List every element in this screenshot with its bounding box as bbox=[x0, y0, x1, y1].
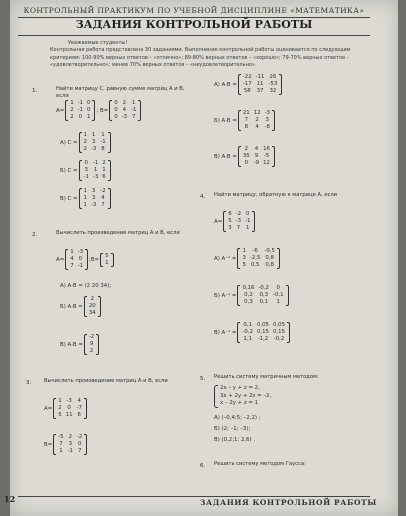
matrix-cell: 26 bbox=[269, 74, 277, 80]
matrix-cell: 1 bbox=[83, 132, 87, 138]
matrix-cell: 0 bbox=[244, 160, 248, 166]
matrix-cell: 0 bbox=[276, 285, 280, 291]
q4-given: A= 6 -2 0 5 -3 -1 3 7 1 bbox=[214, 211, 256, 232]
matrix-cell: 1 bbox=[83, 188, 87, 194]
matrix-cell: 0 bbox=[84, 160, 88, 166]
matrix-cell: 2 bbox=[70, 107, 74, 113]
matrix-cell: -1 bbox=[77, 263, 84, 269]
q2-text: Вычислить произведение матриц A и B, если bbox=[56, 230, 180, 236]
matrix-cell: 4 bbox=[254, 146, 259, 152]
matrix-cell: 0 bbox=[87, 100, 91, 106]
q1-text: Найти матрицу C, равную сумме матриц A и B, если bbox=[56, 86, 185, 99]
q4-text: Найти матрицу, обратную к матрице A, если bbox=[214, 192, 338, 198]
q1-number: 1. bbox=[32, 88, 38, 94]
matrix-cell: 3 bbox=[84, 167, 88, 173]
matrix-cell: -1 bbox=[77, 100, 84, 106]
matrix-cell: 2 bbox=[122, 100, 127, 106]
running-footer: ЗАДАНИЯ КОНТРОЛЬНОЙ РАБОТЫ bbox=[200, 498, 377, 507]
matrix-cell: 1 bbox=[132, 100, 136, 106]
matrix-cell: 8 bbox=[244, 124, 248, 130]
matrix-cell: 1 bbox=[246, 225, 250, 231]
q2-option-b: Б) A·B = 2 20 34 bbox=[60, 296, 102, 317]
q2-option-c: В) A·B = -2 9 2 bbox=[60, 334, 100, 355]
matrix-cell: 11 bbox=[65, 412, 73, 418]
q3-text: Вычислить произведение матриц A и B, если bbox=[44, 378, 168, 384]
matrix-cell: 0 bbox=[67, 405, 71, 411]
matrix-cell: -0,2 bbox=[273, 336, 285, 342]
q2-matrix-b bbox=[100, 253, 113, 267]
page-title: ЗАДАНИЯ КОНТРОЛЬНОЙ РАБОТЫ bbox=[18, 18, 370, 36]
matrix-cell: 6 bbox=[228, 211, 232, 217]
matrix-cell: 4 bbox=[101, 195, 105, 201]
matrix-cell: 2 bbox=[90, 296, 94, 302]
matrix-cell: -0,5 bbox=[264, 248, 275, 254]
matrix-cell: 7 bbox=[236, 225, 241, 231]
q2-number: 2. bbox=[32, 232, 38, 238]
q1-option-c: В) C = 1 3 -2 1 3 4 1 -3 7 bbox=[60, 188, 112, 209]
matrix-cell: 34 bbox=[88, 310, 96, 316]
matrix-cell: 6 bbox=[102, 174, 106, 180]
matrix-cell: 3 bbox=[265, 117, 269, 123]
matrix-cell: 0,16 bbox=[242, 285, 255, 291]
q3-option-b: Б) A·B = 21 12 -3 7 2 3 8 4 -8 bbox=[214, 110, 276, 131]
matrix-cell: -1 bbox=[100, 139, 106, 145]
matrix-cell: 1 bbox=[91, 132, 96, 138]
matrix-cell: 2 bbox=[255, 117, 259, 123]
matrix-cell: -2 bbox=[100, 188, 106, 194]
matrix-cell: 1 bbox=[102, 167, 106, 173]
matrix-cell: -5 bbox=[58, 434, 64, 440]
matrix-cell: -17 bbox=[242, 81, 252, 87]
matrix-cell: -3 bbox=[264, 110, 270, 116]
matrix-cell: 4 bbox=[122, 107, 127, 113]
matrix-cell: -2 bbox=[76, 434, 83, 440]
q4-option-a: А) A⁻¹ = 1 -6 -0,5 3 -2,5 0,8 5 0,5 0,8 bbox=[214, 248, 281, 269]
matrix-cell: 1 bbox=[83, 195, 87, 201]
matrix-cell: 0,05 bbox=[256, 322, 269, 328]
matrix-cell: 7 bbox=[59, 441, 63, 447]
matrix-cell: -11 bbox=[255, 74, 265, 80]
matrix-cell: 0,8 bbox=[265, 262, 274, 268]
matrix-cell: 1 bbox=[105, 259, 109, 266]
matrix-cell: 2 bbox=[68, 434, 72, 440]
q3-matrix-b bbox=[53, 434, 87, 455]
q5-number: 5. bbox=[200, 376, 206, 382]
matrix-cell: -9 bbox=[253, 160, 260, 166]
q4-number: 4. bbox=[200, 194, 206, 200]
matrix-cell: 0 bbox=[77, 441, 82, 447]
matrix-cell: 21 bbox=[242, 110, 250, 116]
intro-body: Контрольная работа представлена 30 заданиями. Выполнение контрольной работы оценивается по следующим критериям: 100-90% верных ответов – «отлично»; 89-80% верных ответов – «хорошо»; 79-70% верных ответов – «удовлетворительно»; менее 70% верных ответов – «неудовлетворительно». bbox=[50, 47, 351, 69]
matrix-cell: 0 bbox=[87, 107, 91, 113]
q2-given: A= 1 -3 4 0 7 -1 ;B= 5 1 bbox=[56, 249, 115, 270]
page-number: 12 bbox=[4, 494, 16, 504]
matrix-cell: 5 bbox=[242, 262, 246, 268]
matrix-cell: 9 bbox=[254, 153, 259, 159]
q4-option-c: В) A⁻¹ = 0,1 0,05 0,05 -0,2 0,15 0,15 1,1 -1,2 -0,2 bbox=[214, 322, 291, 343]
matrix-cell: 7 bbox=[244, 117, 248, 123]
matrix-cell: 37 bbox=[256, 88, 264, 94]
matrix-cell: 1 bbox=[242, 248, 246, 254]
intro-greeting: Уважаемые студенты! bbox=[68, 40, 128, 46]
matrix-cell: -22 bbox=[242, 74, 252, 80]
matrix-cell: 1 bbox=[87, 114, 91, 120]
q4-option-b: Б) A⁻¹ = 0,16 -0,2 0 0,2 0,3 -0,1 0,3 0,1 1 bbox=[214, 285, 290, 306]
q5-option-b: Б) (2; –1; –3); bbox=[214, 426, 251, 432]
matrix-cell: 1 bbox=[83, 202, 87, 208]
matrix-cell: -8 bbox=[264, 124, 270, 130]
matrix-cell: 58 bbox=[243, 88, 251, 94]
matrix-cell: 0,2 bbox=[244, 292, 253, 298]
matrix-cell: -0,2 bbox=[242, 329, 253, 335]
matrix-cell: -3 bbox=[92, 174, 99, 180]
matrix-cell: 0,1 bbox=[243, 322, 252, 328]
q2-matrix-a bbox=[65, 249, 88, 270]
matrix-cell: 1 bbox=[101, 132, 105, 138]
matrix-cell: -1 bbox=[131, 107, 137, 113]
q3-option-c: В) A·B = 2 4 16 35 9 -5 0 -9 12 bbox=[214, 146, 276, 167]
matrix-cell: -2 bbox=[88, 334, 95, 340]
matrix-cell: 2 bbox=[102, 160, 106, 166]
matrix-cell: 4 bbox=[70, 256, 74, 262]
matrix-cell: 7 bbox=[132, 114, 136, 120]
matrix-cell: 3 bbox=[68, 441, 72, 447]
matrix-cell: -7 bbox=[76, 405, 82, 411]
matrix-cell: 2 bbox=[89, 348, 94, 354]
matrix-cell: -1 bbox=[67, 448, 73, 454]
matrix-cell: 20 bbox=[88, 303, 96, 309]
matrix-cell: -5 bbox=[263, 153, 270, 159]
matrix-cell: 2 bbox=[83, 146, 87, 152]
matrix-cell: 7 bbox=[101, 202, 105, 208]
matrix-cell: 35 bbox=[242, 153, 250, 159]
q5-option-c: В) (0,2;1; 2,6) . bbox=[214, 437, 256, 443]
matrix-cell: -1 bbox=[83, 174, 89, 180]
q1-matrix-a bbox=[65, 100, 95, 121]
matrix-cell: -3 bbox=[90, 146, 97, 152]
matrix-cell: -3 bbox=[77, 249, 84, 255]
matrix-cell: -1,2 bbox=[257, 336, 269, 342]
matrix-cell: 1 bbox=[93, 167, 98, 173]
matrix-cell: 2 bbox=[58, 405, 62, 411]
q4-matrix-a bbox=[223, 211, 255, 232]
matrix-cell: -1 bbox=[77, 107, 84, 113]
q5-text: Решить систему матричным методом: bbox=[214, 374, 319, 380]
q3-given-b: B= -5 2 -2 7 3 0 1 -1 7 bbox=[44, 434, 88, 455]
matrix-cell: 0,5 bbox=[250, 262, 260, 268]
q5-option-a: А) (–0,4;5; –2,2) ; bbox=[214, 415, 261, 421]
matrix-cell: -3 bbox=[66, 398, 72, 404]
matrix-cell: 7 bbox=[70, 263, 74, 269]
matrix-cell: 1 bbox=[59, 448, 63, 454]
q3-option-a: А) A·B = -22 -11 26 -17 11 -53 58 37 32 bbox=[214, 74, 283, 95]
matrix-cell: 3 bbox=[91, 188, 96, 194]
footer-rule bbox=[18, 496, 370, 497]
matrix-cell: -6 bbox=[252, 248, 258, 254]
matrix-cell: 0 bbox=[78, 114, 83, 120]
matrix-cell: 2 bbox=[70, 114, 74, 120]
matrix-cell: 2 bbox=[83, 139, 87, 145]
q3-matrix-a bbox=[53, 398, 87, 419]
matrix-cell: 1,1 bbox=[243, 336, 252, 342]
matrix-cell: 5 bbox=[58, 412, 62, 418]
matrix-cell: 0,8 bbox=[265, 255, 274, 261]
matrix-cell: 0 bbox=[114, 100, 118, 106]
matrix-cell: 11 bbox=[256, 81, 264, 87]
matrix-cell: 4 bbox=[255, 124, 259, 130]
matrix-cell: 1 bbox=[58, 398, 62, 404]
matrix-cell: 12 bbox=[253, 110, 261, 116]
matrix-cell: 0,3 bbox=[244, 299, 253, 305]
matrix-cell: 1 bbox=[70, 100, 74, 106]
matrix-cell: 0,1 bbox=[259, 299, 269, 305]
matrix-cell: -0,2 bbox=[258, 285, 269, 291]
matrix-cell: -1 bbox=[245, 218, 251, 224]
matrix-cell: 8 bbox=[101, 146, 105, 152]
q1-option-b: Б) C = 0 -1 2 3 1 1 -1 -3 6 bbox=[60, 160, 112, 181]
matrix-cell: 9 bbox=[89, 341, 94, 347]
q6-number: 6. bbox=[200, 463, 206, 469]
matrix-cell: 1 bbox=[276, 299, 280, 305]
running-header: КОНТРОЛЬНЫЙ ПРАКТИКУМ ПО УЧЕБНОЙ ДИСЦИПЛИНЕ «МАТЕМАТИКА» bbox=[18, 6, 370, 18]
matrix-cell: -2 bbox=[235, 211, 242, 217]
q3-given-a: A= 1 -3 4 2 0 -7 5 11 6 bbox=[44, 398, 88, 419]
matrix-cell: -0,1 bbox=[273, 292, 284, 298]
matrix-cell: 0 bbox=[114, 107, 118, 113]
matrix-cell: -53 bbox=[268, 81, 278, 87]
matrix-cell: 3 bbox=[242, 255, 246, 261]
matrix-cell: 3 bbox=[228, 225, 232, 231]
matrix-cell: -3 bbox=[121, 114, 128, 120]
matrix-cell: 0,3 bbox=[259, 292, 269, 298]
matrix-cell: 5 bbox=[105, 252, 109, 259]
matrix-cell: 3 bbox=[91, 139, 96, 145]
matrix-cell: 32 bbox=[269, 88, 277, 94]
matrix-cell: 4 bbox=[77, 398, 81, 404]
q5-system: 2x – y + z = 2, 3x + 2y + 2z = –2, x – 2y + z = 1 bbox=[214, 385, 271, 408]
matrix-cell: 2 bbox=[244, 146, 248, 152]
matrix-cell: 0 bbox=[78, 256, 83, 262]
matrix-cell: 0 bbox=[114, 114, 118, 120]
matrix-cell: -1 bbox=[92, 160, 99, 166]
q1-given: A= 1 -1 0 2 -1 0 2 0 1 ; B= 0 2 1 0 4 -1 0 -3 7 bbox=[56, 100, 142, 121]
intro-text bbox=[50, 40, 372, 70]
matrix-cell: -3 bbox=[90, 202, 97, 208]
q1-option-a: А) C = 1 1 1 2 3 -1 2 -3 8 bbox=[60, 132, 112, 153]
matrix-cell: 0,15 bbox=[273, 329, 286, 335]
matrix-cell: 3 bbox=[91, 195, 96, 201]
matrix-cell: 0,15 bbox=[256, 329, 269, 335]
matrix-cell: 0,05 bbox=[273, 322, 286, 328]
q3-number: 3. bbox=[26, 380, 32, 386]
matrix-cell: 1 bbox=[70, 249, 74, 255]
q1-matrix-b bbox=[109, 100, 141, 121]
matrix-cell: 5 bbox=[228, 218, 232, 224]
matrix-cell: 6 bbox=[77, 412, 81, 418]
matrix-cell: 16 bbox=[263, 146, 270, 152]
matrix-cell: -3 bbox=[235, 218, 242, 224]
matrix-cell: 12 bbox=[263, 160, 270, 166]
matrix-cell: 0 bbox=[246, 211, 250, 217]
q2-option-a: А) A·B = (2 20 34); bbox=[60, 283, 112, 289]
matrix-cell: -2,5 bbox=[249, 255, 261, 261]
q6-text: Решить систему методом Гаусса: bbox=[214, 461, 306, 467]
matrix-cell: 7 bbox=[77, 448, 82, 454]
